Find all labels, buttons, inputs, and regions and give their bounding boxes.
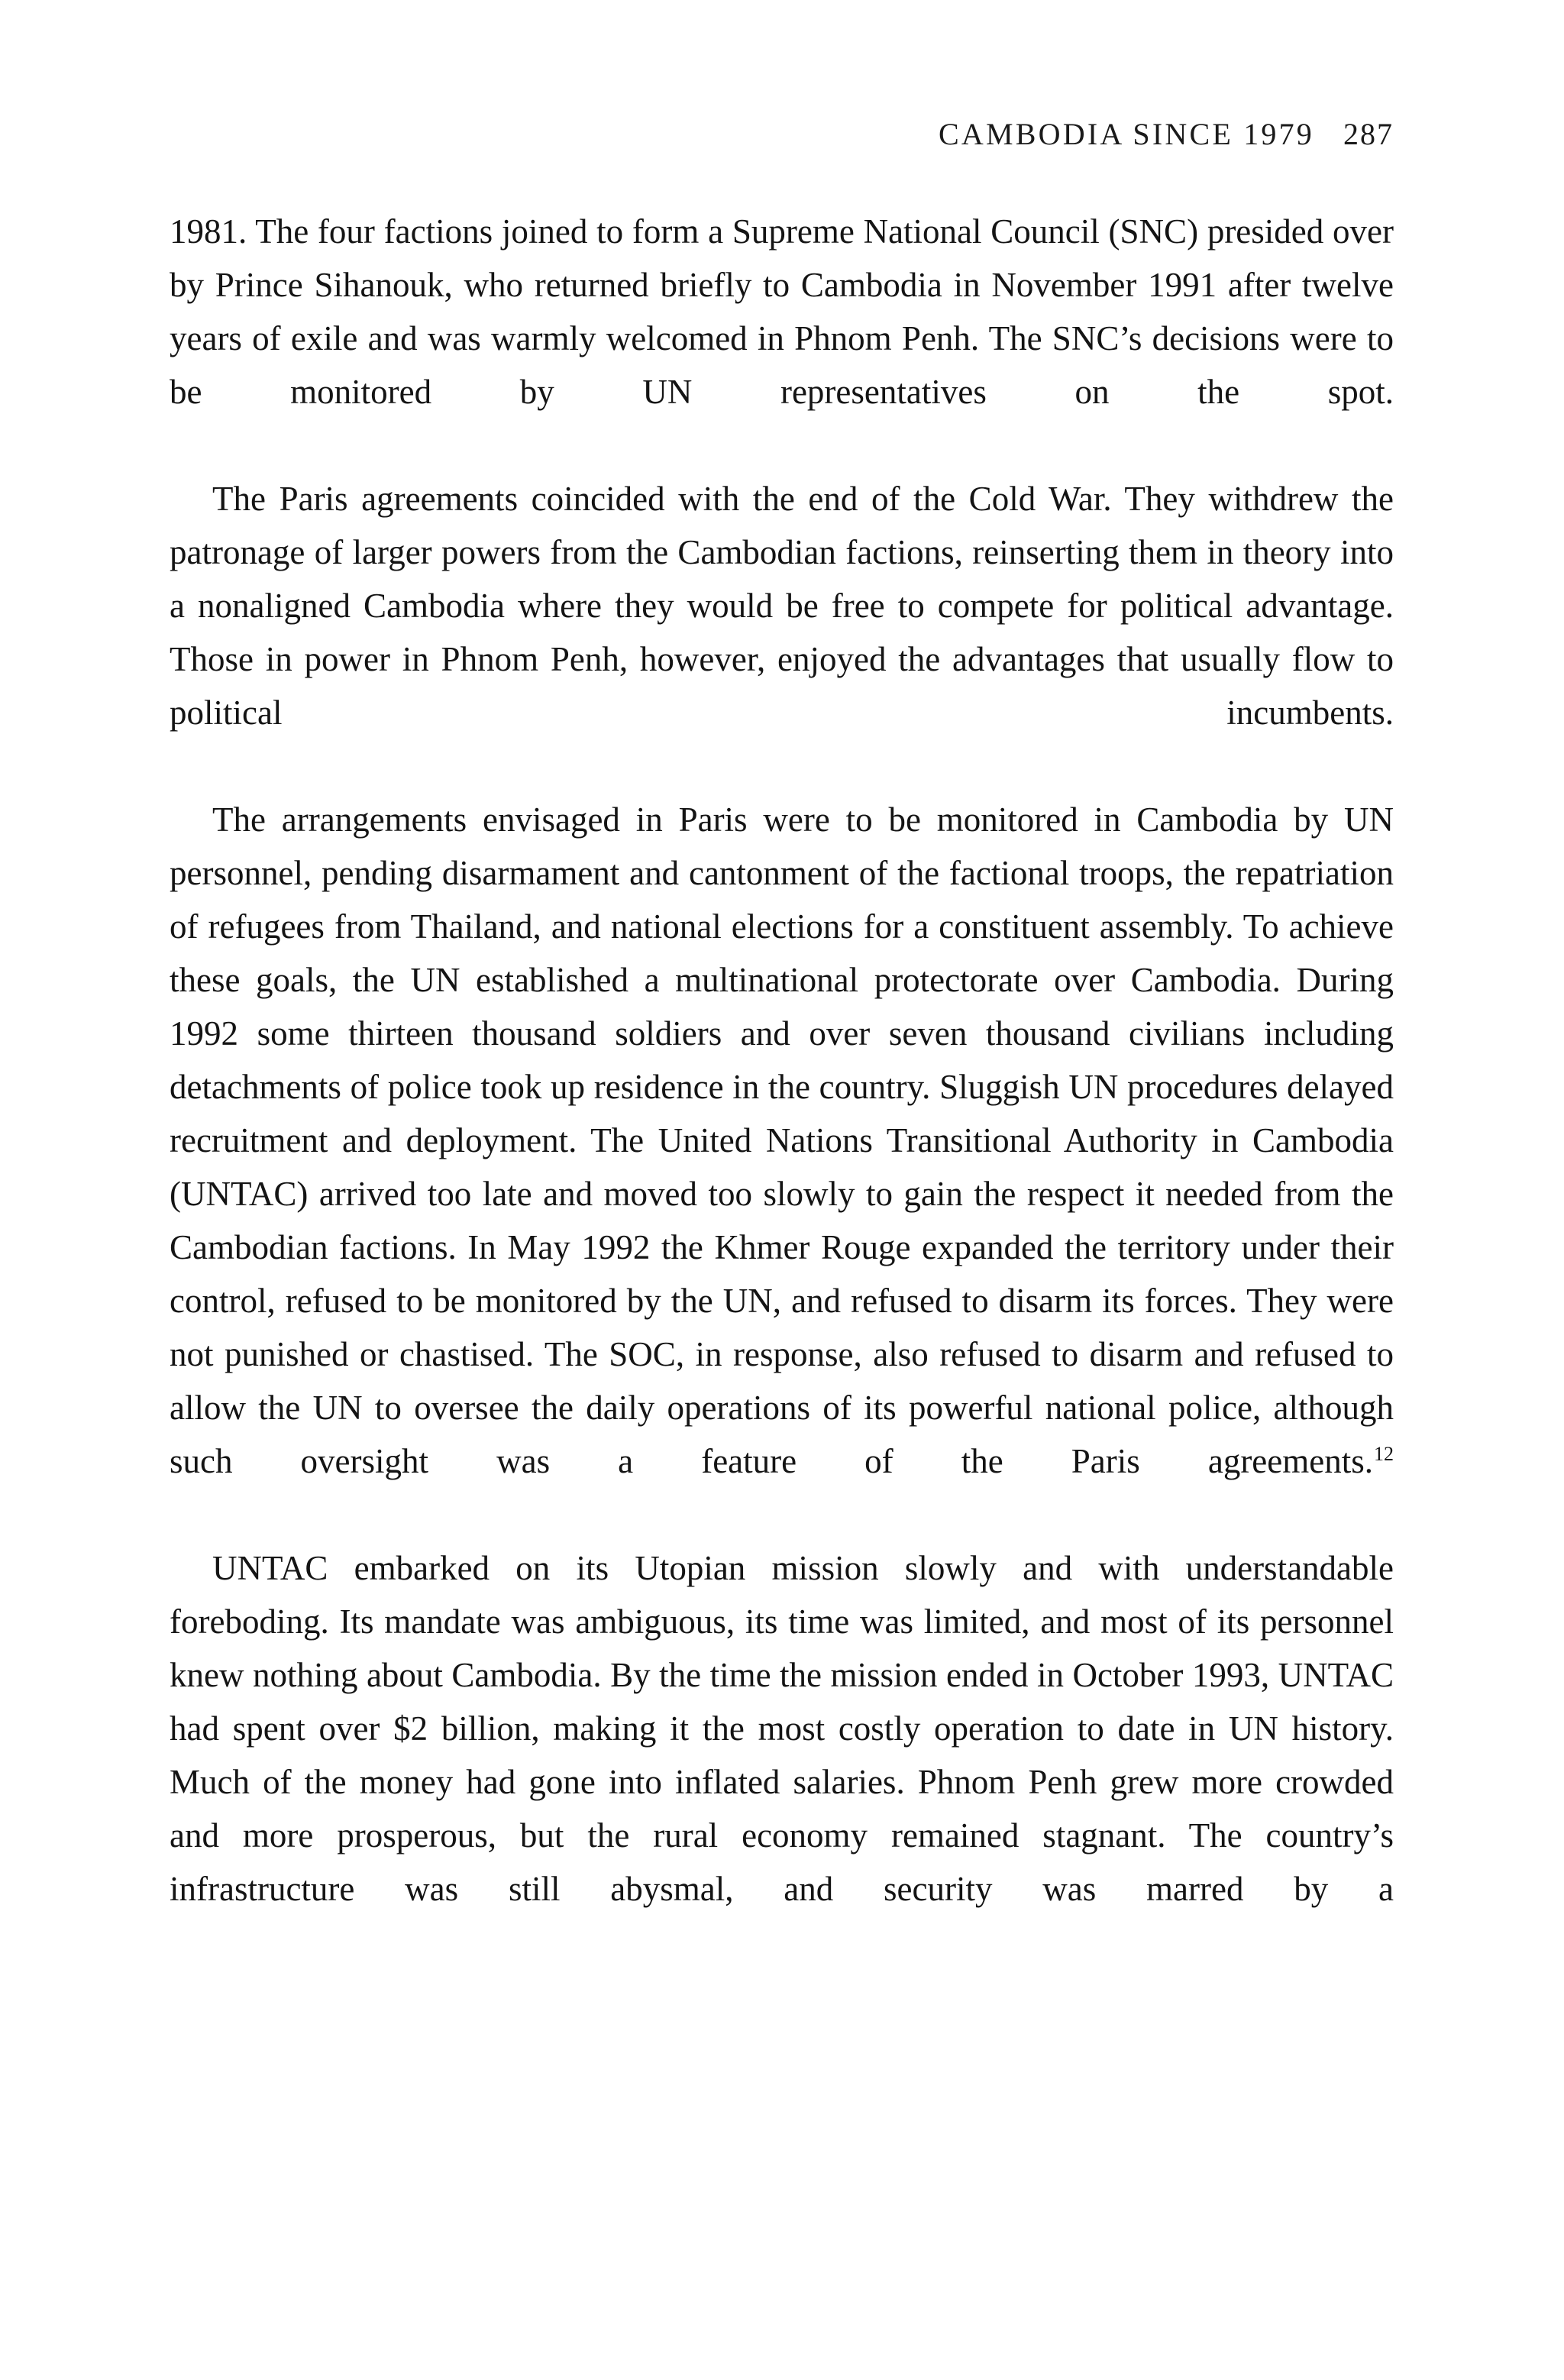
paragraph-untac-arrangements [170,793,1394,1541]
paragraph-paris-agreements: The Paris agreements coincided with the end of the Cold War. They withdrew the patronage of larger powers from the Cambodian factions, reinserting them in theory into a nonaligned Cambodia where they would be free to compete for political advantage. Those in power in Phnom Penh, however, enjoyed the advantages that usually flow to political incumbents. [170,480,1394,732]
paragraph-untac-arrangements-text: The arrangements envisaged in Paris were to be monitored in Cambodia by UN personnel, pending disarmament and cantonment of the factional troops, the repatriation of refugees from Thailand, and national elections for a constituent assembly. To achieve these goals, the UN established a multinational protectorate over Cambodia. During 1992 some thirteen thousand soldiers and over seven thousand civilians including detachments of police took up residence in the country. Sluggish UN procedures delayed recruitment and deployment. The United Nations Transitional Authority in Cambodia (UNTAC) arrived too late and moved too slowly to gain the respect it needed from the Cambodian factions. In May 1992 the Khmer Rouge expanded the territory under their control, refused to be monitored by the UN, and refused to disarm its forces. They were not punished or chastised. The SOC, in response, also refused to disarm and refused to allow the UN to oversee the daily operations of its powerful national police, although such oversight was a feature of the Paris agreements. [170,800,1394,1480]
paragraph-untac-mission: UNTAC embarked on its Utopian mission slowly and with understandable foreboding. Its mandate was ambiguous, its time was limited, and most of its personnel knew nothing about Cambodia. By the time the mission ended in October 1993, UNTAC had spent over $2 billion, making it the most costly operation to date in UN history. Much of the money had gone into inflated salaries. Phnom Penh grew more crowded and more prosperous, but the rural economy remained stagnant. The country’s infrastructure was still abysmal, and security was marred by a [170,1549,1394,1908]
page-body [170,205,1394,1969]
running-head-title: CAMBODIA SINCE 1979 [939,117,1314,151]
running-head [170,116,1394,152]
paragraph-snc: 1981. The four factions joined to form a Supreme National Council (SNC) presided over by Prince Sihanouk, who returned briefly to Cambodia in November 1991 after twelve years of exile and was warmly welcomed in Phnom Penh. The SNC’s decisions were to be monitored by UN representatives on the spot. [170,212,1394,411]
footnote-reference-12[interactable]: 12 [1374,1443,1394,1465]
page-number: 287 [1343,117,1394,151]
